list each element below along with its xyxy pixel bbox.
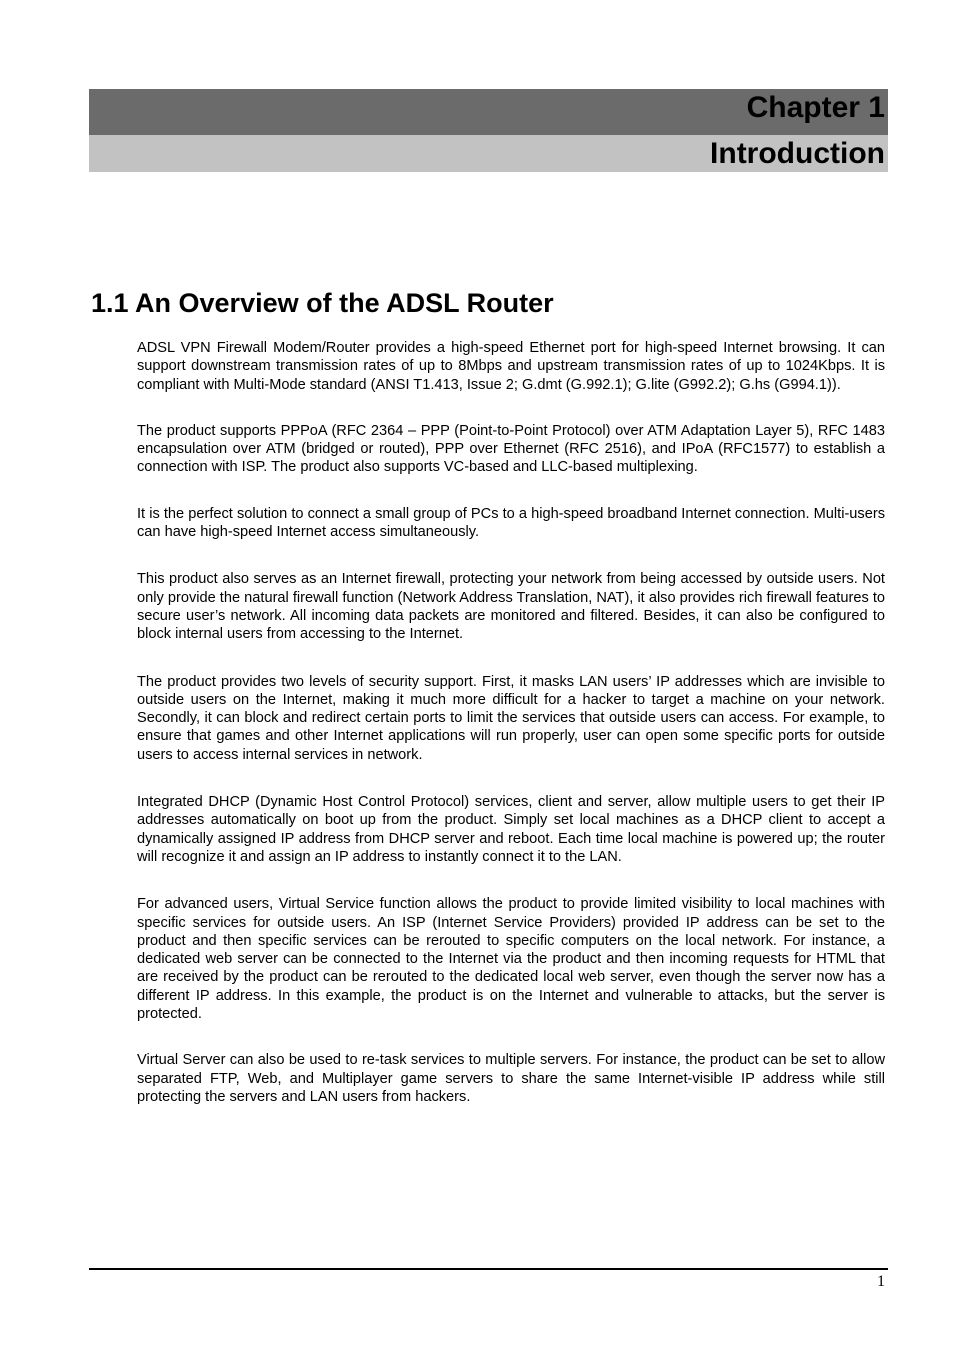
- paragraph-dhcp: Integrated DHCP (Dynamic Host Control Protocol) services, client and server, allow multiple users to get their IP addresses automatically on boot up from the product. Simply set local machines as a DHCP client to accept a dynamically assigned IP address from DHCP server and reboot. Each time local machine is powered up; the router will recognize it and assign an IP address to instantly connect it to the LAN.: [137, 794, 885, 865]
- footer-divider: [89, 1268, 888, 1270]
- section-heading: 1.1 An Overview of the ADSL Router: [91, 288, 554, 318]
- paragraph-virtual-service: For advanced users, Virtual Service function allows the product to provide limited visibility to local machines with specific services for outside users. An ISP (Internet Service Providers) provided IP address can be set to the product and then specific services can be rerouted to specific computers on the local network. For instance, a dedicated web server can be connected to the Internet via the product and then incoming requests for HTML that are received by the product can be rerouted to the dedicated local web server, even though the server now has a different IP address. In this example, the product is on the Internet and vulnerable to attacks, but the server is protected.: [137, 896, 885, 1023]
- paragraph-firewall: This product also serves as an Internet firewall, protecting your network from being accessed by outside users. Not only provide the natural firewall function (Network Address Translation, NAT), it also provides rich firewall features to secure user’s network. All incoming data packets are monitored and filtered. Besides, it can also be configured to block internal users from accessing to the Internet.: [137, 571, 885, 643]
- chapter-number-banner: [89, 89, 888, 135]
- paragraph-overview: ADSL VPN Firewall Modem/Router provides a high-speed Ethernet port for high-speed Internet browsing. It can support downstream transmission rates of up to 8Mbps and upstream transmission rates of up to 1024Kbps. It is compliant with Multi-Mode standard (ANSI T1.413, Issue 2; G.dmt (G.992.1); G.lite (G992.2); G.hs (G994.1)).: [137, 340, 885, 393]
- paragraph-solution: It is the perfect solution to connect a small group of PCs to a high-speed broadband Internet connection. Multi-users can have high-speed Internet access simultaneously.: [137, 505, 885, 541]
- section-body: [137, 339, 885, 1106]
- chapter-title-banner: [89, 135, 888, 172]
- chapter-number: Chapter 1: [746, 91, 885, 124]
- chapter-title: Introduction: [710, 137, 885, 170]
- paragraph-protocols: The product supports PPPoA (RFC 2364 – PPP (Point-to-Point Protocol) over ATM Adaptation Layer 5), RFC 1483 encapsulation over ATM (bridged or routed), PPP over Ethernet (RFC 2516), and IPoA (RFC1577) to establish a connection with ISP. The product also supports VC-based and LLC-based multiplexing.: [137, 422, 885, 476]
- paragraph-virtual-server: Virtual Server can also be used to re-task services to multiple servers. For instance, the product can be set to allow separated FTP, Web, and Multiplayer game servers to share the same Internet-visible IP address while still protecting the servers and LAN users from hackers.: [137, 1052, 885, 1105]
- paragraph-security: The product provides two levels of security support. First, it masks LAN users’ IP addresses which are invisible to outside users on the Internet, making it much more difficult for a hacker to target a machine on your network. Secondly, it can block and redirect certain ports to limit the services that outside users can access. For example, to ensure that games and other Internet applications will run properly, user can open some specific ports for outside users to access internal services in network.: [137, 673, 885, 763]
- page-number: 1: [877, 1273, 885, 1290]
